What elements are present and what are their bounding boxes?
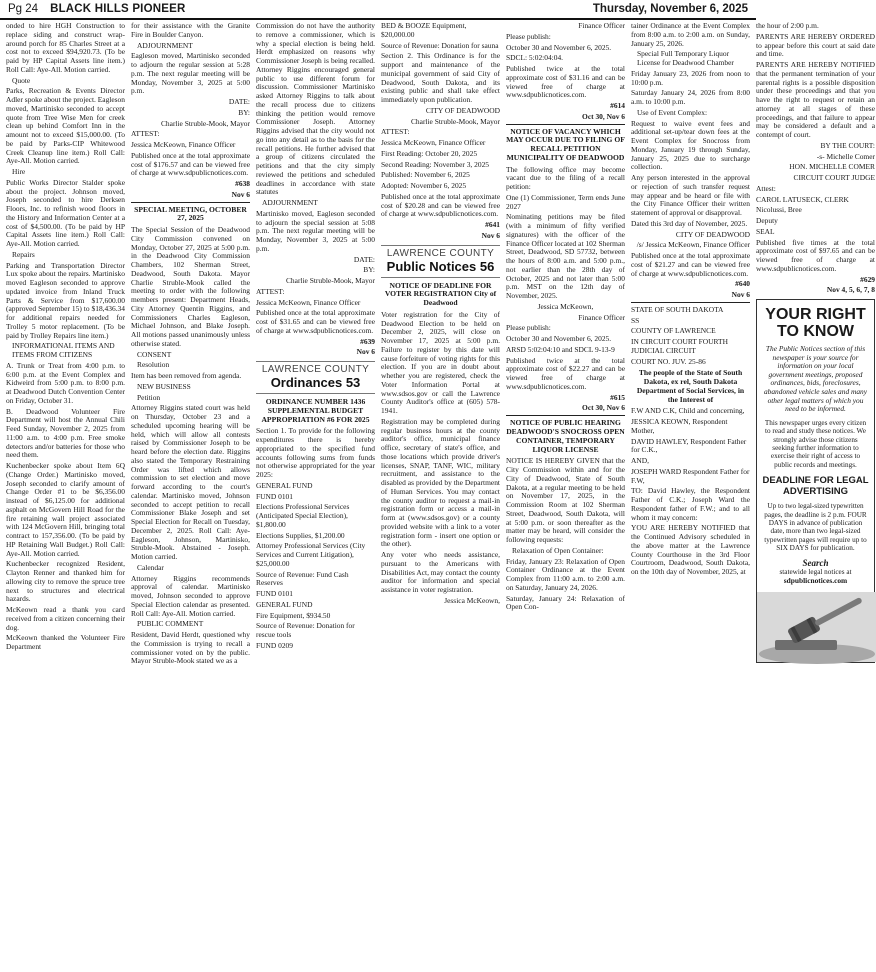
attest-label: ATTEST: bbox=[131, 129, 160, 139]
column-3 bbox=[256, 22, 375, 972]
attest-label: ATTEST: bbox=[256, 286, 285, 296]
fund-line: FUND 0101 bbox=[256, 491, 293, 501]
paragraph: Request to waive event fees and additional set-up/tear down fees at the Event Complex for Snocross from Monday, January 19 through Sunday, January 25, 2025 due to surcharge collection. bbox=[631, 118, 750, 172]
publication-cost: Published once at the total approximate cost of $31.65 and can be viewed free of charge at www.sdpublicnotices.com. bbox=[256, 308, 375, 335]
party-line: AND, bbox=[631, 456, 649, 466]
notice-number: #639 bbox=[360, 336, 375, 346]
subheading: Repairs bbox=[12, 249, 35, 259]
finance-officer: Jessica McKeown, Finance Officer bbox=[381, 138, 486, 147]
clerk-line: Nicolussi, Bree bbox=[756, 205, 802, 215]
party-line: F.W AND C.K, Child and concerning, bbox=[631, 406, 745, 416]
ad-title: YOUR RIGHT TO KNOW bbox=[765, 306, 866, 340]
statute: ARSD 5:02:04:10 and SDCL 9-13-9 bbox=[506, 344, 615, 354]
ad-deadline-title: DEADLINE FOR LEGAL ADVERTISING bbox=[762, 475, 869, 497]
subheading: Resolution bbox=[137, 360, 170, 370]
notice-number: #638 bbox=[235, 179, 250, 188]
paragraph: Nominating petitions may be filed (with a minimum of fifty verified signatures) with the officer of the Finance Officer located at 102 Sherman Street, Deadwood, SD 57732, between the hours of 8:00 a.m. and 5:00 p.m., not earlier than the 28th day of October, 2025 and not later than 5:00 p.m. MST on the 12th day of November, 2025. bbox=[506, 212, 625, 301]
reading-date: Adopted: November 6, 2025 bbox=[381, 181, 467, 190]
subheading: NEW BUSINESS bbox=[137, 381, 191, 391]
party-line: JOSEPH WARD Respondent Father for F.W, bbox=[631, 466, 750, 485]
paragraph: for their assistance with the Granite Fire in Boulder Canyon. bbox=[131, 21, 250, 39]
reading-date: Second Reading: November 3, 2025 bbox=[381, 159, 490, 169]
judge-name: HON. MICHELLE COMER bbox=[789, 162, 875, 172]
court-signature: BY THE COURT: bbox=[820, 140, 875, 150]
banner-label: Public Notices 56 bbox=[386, 258, 495, 274]
notice-number: #614 bbox=[610, 101, 625, 110]
date-line: DATE: bbox=[353, 254, 375, 264]
paragraph: Attorney Riggins stated court was held on Thursday, October 23 and a scheduled upcoming hearing will be held, which will allow all contests raised by Commissioner Joseph to be heard before the election date. Riggins also stated the Temporary Restraining Order was lifted which allows commission to set election and move forward according to the court's calendar. Martinisko moved, Johnson seconded to accept petition to recall Commissioner Blake Joseph and set Special Election for Recall on Tuesday, December 2, 2025. Roll Call: Aye-Eagleson, Johnson, Martinisko, Struble-Mook. Abstained - Joseph. Motion carried. bbox=[131, 403, 250, 562]
publication-cost: Published five times at the total approximate cost of $97.65 and can be viewed free of charge at www.sdpublicnotices.com. bbox=[756, 237, 875, 273]
paragraph: The following office may become vacant due to the filing of a recall petition: bbox=[506, 164, 625, 192]
paragraph: tainer Ordinance at the Event Complex from 8:00 a.m. to 2:00 a.m. on Sunday, January 25, 2026. bbox=[631, 21, 750, 48]
party-line: JESSICA KEOWN, Respondent Mother, bbox=[631, 417, 728, 435]
right-to-know-ad bbox=[756, 299, 875, 663]
finance-officer: Jessica McKeown, Finance Officer bbox=[131, 140, 236, 149]
paragraph: Eagleson moved, Martinisko seconded to adjourn the regular session at 5:28 p.m. The next regular meeting will be Monday, November 3, 2025 at 5:00 p.m. bbox=[131, 51, 250, 96]
city-signature: CITY OF DEADWOOD bbox=[425, 105, 500, 115]
attest-label: ATTEST: bbox=[381, 127, 410, 137]
publish-dates: October 30 and November 6, 2025. bbox=[506, 334, 612, 344]
paragraph: Attorney Riggins recommends approval of calendar. Martinisko moved, Johnson seconded to approve Special Election calendar as presented. Roll Call: Aye-All. Motion carried. bbox=[131, 573, 250, 618]
fund-line: Attorney Professional Services (City Services and Current Litigation), $25,000.00 bbox=[256, 541, 366, 568]
banner-county: LAWRENCE COUNTY bbox=[261, 364, 370, 375]
signature: Finance Officer bbox=[578, 21, 625, 30]
finance-officer: /s/ Jessica McKeown, Finance Officer bbox=[636, 240, 750, 250]
court-caption: COUNTY OF LAWRENCE bbox=[631, 326, 716, 336]
notice-dates: Nov 6 bbox=[356, 347, 375, 357]
clerk-line: Deputy bbox=[756, 216, 778, 225]
signature: Jessica McKeown, bbox=[537, 301, 594, 311]
section-banner bbox=[256, 361, 375, 394]
banner-label: Ordinances 53 bbox=[270, 375, 361, 390]
attest-label: Attest: bbox=[756, 183, 776, 193]
publication-cost: Published twice at the total approximate cost of $31.16 and can be viewed free of charge at www.sdpublicnotices.com. bbox=[506, 64, 625, 100]
ad-intro: The Public Notices section of this newspaper is your source for information on your local government meetings, proposed ordinances, bids, foreclosures, abandoned vehicle sales and many other legal matters of which you need to be informed. bbox=[763, 344, 868, 414]
column-1 bbox=[6, 22, 125, 972]
paragraph: A. Trunk or Treat from 4:00 p.m. to 6:00 p.m. at the Event Complex and Kidweird from 5:00 p.m. to 8:00 p.m. at Deadwood Dutch Convention Center on Friday, October 31. bbox=[6, 360, 125, 405]
ad-search-text: statewide legal notices at bbox=[779, 568, 852, 577]
paragraph: Voter registration for the City of Deadwood Election to be held on December 2, 2025, will close on November 17, 2025 at 5:00 p.m. Failure to register by this date will cause forfeiture of voting rights for this election. If you are in doubt about whether you are registered, check the Voter Information Portal at www.sdsos.gov or call the Lawrence County Auditor's office at (605) 578-1941. bbox=[381, 309, 500, 416]
paragraph: onded to hire HGH Construction to replace siding and construct wrap-around porch for 85 Charles Street at a cost not to exceed $94,920.73. (To be paid by HP Capital Assets line item.) Roll Call: Aye-All. Motion carried. bbox=[6, 21, 125, 74]
ad-search-label: Search bbox=[802, 557, 829, 568]
fund-line: Elections Professional Services (Anticipated Special Election), $1,800.00 bbox=[256, 502, 350, 529]
notice-number: #640 bbox=[735, 279, 750, 289]
notice-title: NOTICE OF DEADLINE FOR VOTER REGISTRATION City of Deadwood bbox=[384, 280, 497, 308]
subheading: CONSENT bbox=[137, 349, 172, 359]
paragraph: Public Works Director Stalder spoke about the project. Johnson moved, Joseph seconded to hire Derksen Floors, Inc. to refinish wood floors in the History and Information Center at a cost of $4,500.00. (To be paid by HP Capital Assets line item.) Roll Call: Aye-All. Motion carried. bbox=[6, 177, 125, 248]
paragraph: Section 2. This Ordinance is for the support and maintenance of the municipal government of said City of Deadwood, South Dakota, and its existing public and shall take effect immediately upon publication. bbox=[381, 51, 500, 104]
signature: Jessica McKeown, bbox=[444, 595, 500, 605]
paragraph: B. Deadwood Volunteer Fire Department will host the Annual Chili Feed Sunday, November 2, 2025 from 11:00 a.m. to 4:00 p.m. Free smoke detectors and/or batteries for those who need them. bbox=[6, 406, 125, 460]
mayor-signature: Charlie Struble-Mook, Mayor bbox=[160, 118, 250, 128]
notice-title: ORDINANCE NUMBER 1436 SUPPLEMENTAL BUDGET APPROPRIATION #6 FOR 2025 bbox=[261, 397, 370, 424]
column-7 bbox=[756, 22, 875, 972]
signature-title: Finance Officer bbox=[578, 312, 625, 322]
paragraph: Parking and Transportation Director Lux spoke about the repairs. Martinisko moved Eagleson seconded to approve updated invoice from Inland Truck Parts & Service from $17,600.00 (approved September 15) to $18,436.34 for additional repairs needed for Trolley 5 motor replacement. (To be paid by Trolley Repairs line item.) bbox=[6, 260, 125, 340]
subheading: PUBLIC COMMENT bbox=[137, 619, 204, 629]
notice-dates: Nov 6 bbox=[731, 290, 750, 299]
reading-date: First Reading: October 20, 2025 bbox=[381, 148, 478, 158]
publish-dates: October 30 and November 6, 2025. bbox=[506, 42, 612, 52]
subheading: Calendar bbox=[137, 562, 164, 572]
paragraph: McKeown read a thank you card received from a citizen concerning their dog. bbox=[6, 605, 125, 632]
divider bbox=[631, 302, 750, 303]
publication-cost: Published once at the total approximate cost of $176.57 and can be viewed free of charge at www.sdpublicnotices.com. bbox=[131, 150, 250, 178]
judge-signature: -s- Michelle Comer bbox=[816, 151, 875, 161]
fund-line: GENERAL FUND bbox=[256, 599, 313, 609]
subheading: ADJOURNMENT bbox=[262, 198, 318, 207]
notice-number: #629 bbox=[860, 274, 875, 284]
publication-cost: Published once at the total approximate cost of $20.28 and can be viewed free of charge at www.sdpublicnotices.com. bbox=[381, 191, 500, 219]
newspaper-name: BLACK HILLS PIONEER bbox=[50, 2, 186, 15]
court-caption: COURT NO. JUV. 25-86 bbox=[631, 356, 706, 366]
clerk-line: CAROL LATUSECK, CLERK bbox=[756, 194, 849, 204]
mayor-signature: Charlie Struble-Mook, Mayor bbox=[285, 276, 375, 285]
paragraph: TO: David Hawley, the Respondent Father of C.K.; Joseph Ward the Respondent father of F.W.; and to all whom it may concern: bbox=[631, 486, 750, 522]
paragraph: Saturday, January 24: Relaxation of Open Con- bbox=[506, 593, 625, 612]
paragraph: Friday, January 23: Relaxation of Open Container Ordinance at the Event Complex from 11:00 a.m. to 2:00 a.m. on Saturday, January 24, 2026. bbox=[506, 556, 625, 592]
ad-deadline-text: Up to two legal-sized typewritten pages, the deadline is 2 p.m. FOUR DAYS in advance of publication date, more than two legal-sized typewritten pages will require up to SIX DAYS for publication. bbox=[764, 502, 867, 553]
paragraph: Parks, Recreation & Events Director Adler spoke about the project. Eagleson moved, Martinisko seconded to accept quote from Tree Wise Men for creek clean up behind Comfort Inn in the amount not to exceed $15,000.00. (To be paid by Parks-CIP Whitewood Creek Cleanup line item.) Roll Call: Aye-All. Motion carried. bbox=[6, 86, 125, 166]
subheading: Use of Event Complex: bbox=[637, 107, 708, 117]
divider bbox=[131, 202, 250, 203]
subheading: ADJOURNMENT bbox=[137, 40, 193, 50]
notice-dates: Nov 6 bbox=[231, 189, 250, 199]
statute: SDCL: 5:02:04:04. bbox=[506, 53, 564, 63]
city-signature: CITY OF DEADWOOD bbox=[675, 229, 750, 239]
paragraph: Friday January 23, 2026 from noon to 10:00 p.m. bbox=[631, 68, 750, 87]
fund-line: Source of Revenue: Donation for sauna bbox=[381, 40, 499, 50]
subheading: Relaxation of Open Container: bbox=[512, 545, 604, 555]
fund-line: Fire Equipment, $934.50 bbox=[256, 610, 331, 620]
column-5 bbox=[506, 22, 625, 972]
paragraph: YOU ARE HEREBY NOTIFIED that the Continued Advisory scheduled in the above matter at the Lawrence County Courthouse in the 3rd Floor Courtroom, Deadwood, South Dakota, on the 10th day of November, 2025, at bbox=[631, 523, 750, 577]
column-2 bbox=[131, 22, 250, 972]
publication-cost: Published twice at the total approximate cost of $22.27 and can be viewed free of charge at www.sdpublicnotices.com. bbox=[506, 355, 625, 391]
notice-number: #641 bbox=[485, 220, 500, 229]
paragraph: Item has been removed from agenda. bbox=[131, 371, 242, 381]
judge-title: CIRCUIT COURT JUDGE bbox=[793, 173, 875, 182]
notice-number: #615 bbox=[610, 392, 625, 402]
notice-title: NOTICE OF PUBLIC HEARING DEADWOOD'S SNOCROSS OPEN CONTAINER, TEMPORARY LIQUOR LICENSE bbox=[506, 418, 625, 454]
paragraph: the hour of 2:00 p.m. bbox=[756, 21, 819, 30]
paragraph: Saturday January 24, 2026 from 8:00 a.m. to 10:00 p.m. bbox=[631, 88, 750, 106]
publish-label: Please publish: bbox=[506, 31, 551, 41]
notice-columns bbox=[0, 20, 875, 972]
subheading: Hire bbox=[12, 167, 26, 176]
paragraph: NOTICE IS HEREBY GIVEN that the City Commission within and for the City of Deadwood, State of South Dakota, at a regular meeting to be held on November 17, 2025, in the Commission Room at 102 Sherman Street, Deadwood, South Dakota, will at 5:00 p.m. or soon thereafter as the matter may be heard, will consider the following requests: bbox=[506, 456, 625, 545]
date-line: DATE: bbox=[228, 97, 250, 106]
column-6 bbox=[631, 22, 750, 972]
page-number: Pg 24 bbox=[8, 2, 39, 15]
banner-county: LAWRENCE COUNTY bbox=[386, 247, 495, 259]
paragraph: Martinisko moved, Eagleson seconded to adjourn the special session at 5:08 p.m. The next regular meeting will be Monday, November 3, 2025 at 5:00 p.m. bbox=[256, 208, 375, 253]
finance-officer: Jessica McKeown, Finance Officer bbox=[256, 297, 361, 307]
court-caption: IN CIRCUIT COURT FOURTH JUDICIAL CIRCUIT bbox=[631, 337, 728, 355]
by-line: BY: bbox=[363, 265, 375, 275]
publication-cost: Published once at the total approximate cost of $21.27 and can be viewed free of charge at www.sdpublicnotices.com. bbox=[631, 251, 750, 278]
seal-label: SEAL bbox=[756, 226, 775, 236]
paragraph: Kuchenbecker recognized Resident, Clayton Renner and thanked him for allowing city to remove the spruce tree next to structures and electrical hazards. bbox=[6, 559, 125, 604]
notice-dates: Oct 30, Nov 6 bbox=[582, 111, 625, 121]
fund-line: Source of Revenue: Fund Cash Reserves bbox=[256, 569, 349, 588]
publish-label: Please publish: bbox=[506, 323, 551, 333]
fund-line: FUND 0209 bbox=[256, 640, 293, 650]
fund-line: FUND 0101 bbox=[256, 589, 293, 599]
case-title: The people of the State of South Dakota, ex rel, South Dakota Department of Social Services, in the Interest of bbox=[636, 368, 745, 404]
divider bbox=[506, 415, 625, 416]
ad-website-link[interactable]: sdpublicnotices.com bbox=[783, 575, 848, 585]
paragraph: Registration may be completed during regular business hours at the county auditor's office, municipal finance office, secretary of state's office, and those locations which provide driver's licenses, SNAP, TANF, WIC, military recruitment, and assistance to the disabled as provided by the Department of Human Services. You may contact the county auditor to request a mail-in registration form or access a mail-in form at (www.sdsos.gov) or a county provided website with a link to a voter registration form - insert one option or the other). bbox=[381, 416, 500, 549]
notice-dates: Nov 4, 5, 6, 7, 8 bbox=[826, 285, 875, 295]
paragraph: Any voter who needs assistance, pursuant to the Americans with Disabilities Act, may contact the county auditor for information and special assistance in voter registration. bbox=[381, 550, 500, 595]
subheading: Quote bbox=[12, 75, 31, 85]
party-line: DAVID HAWLEY, Respondent Father for C.K., bbox=[631, 436, 747, 455]
court-caption: STATE OF SOUTH DAKOTA bbox=[631, 304, 724, 314]
by-line: BY: bbox=[238, 107, 250, 117]
notice-title: NOTICE OF VACANCY WHICH MAY OCCUR DUE TO FILING OF RECALL PETITION MUNICIPALITY OF DEADWOOD bbox=[506, 126, 625, 162]
section-banner bbox=[381, 245, 500, 278]
paragraph: One (1) Commissioner, Term ends June 2027 bbox=[506, 192, 625, 211]
fund-line: GENERAL FUND bbox=[256, 480, 313, 490]
column-4 bbox=[381, 22, 500, 972]
subheading: Petition bbox=[137, 392, 161, 402]
paragraph: Kuchenbecker spoke about Item 6Q (Change Order.) Martinisko moved, Joseph seconded to clarify amount of Change Order #1 to be $6,356.00 instead of $6,125.00 for additional asphalt on McGovern Hill Road for the fire retaining wall project associated with 124 McGovern Hill, bringing total contract to 157,356.00. (To be paid by HP Retaining Wall Budget.) Roll Call: Aye-All. Motion carried. bbox=[6, 461, 125, 558]
paragraph: Dated this 3rd day of November, 2025. bbox=[631, 218, 748, 228]
notice-dates: Oct 30, Nov 6 bbox=[582, 403, 625, 413]
court-caption: SS bbox=[631, 315, 640, 325]
subheading: INFORMATIONAL ITEMS AND ITEMS FROM CITIZENS bbox=[12, 341, 115, 359]
paragraph: Commission do not have the authority to remove a commissioner, which is why a special election is being held. Herdt emphasized on reasons why Commissioner Joseph is being recalled. Attorney Riggins encouraged general public to use different forum for discussion. Commissioner Martinisko asked Attorney Riggins to talk about the recall process due to citizens thinking the petition would remove Commissioner Joseph. Attorney Riggins advised that the city would not go into any detail as to the basis for the recall petitions. He further advised that a group of citizens circulated the petitions and that the city simply reviewed the petitions and scheduled deadlines in accordance with state statutes bbox=[256, 21, 375, 197]
paragraph: The Special Session of the Deadwood City Commission convened on Monday, October 27, 2025 at 5:00 p.m. in the Deadwood City Commission Chambers, 102 Sherman Street, Deadwood, South Dakota. Mayor Charlie Struble-Mook called the meeting to order with the following members present: Department Heads, City Attorney Quentin Riggins, and Commissioners Charles Eagleson, Michael Johnson, and Blake Joseph. All motions passed unanimously unless otherwise stated. bbox=[131, 225, 250, 348]
divider bbox=[506, 124, 625, 125]
fund-line: Source of Revenue: Donation for rescue tools bbox=[256, 621, 355, 640]
fund-line: Elections Supplies, $1,200.00 bbox=[256, 530, 345, 540]
fund-line: BED & BOOZE Equipment, $20,000.00 bbox=[381, 21, 467, 39]
paragraph: PARENTS ARE HEREBY NOTIFIED that the permanent termination of your parental rights is a possible disposition under these proceedings and that you have the right to request or retain an attorney at all stages of these proceedings, and that failure to appear may be considered a default and a contempt of court. bbox=[756, 60, 875, 139]
paragraph: Resident, David Herdt, questioned why the Commission is trying to recall a commissioner voted on by the public. Mayor Struble-Mook stated we as a bbox=[131, 630, 250, 666]
subheading: Special Full Temporary Liquor License for Deadwood Chamber bbox=[637, 49, 734, 67]
gavel-icon bbox=[757, 592, 876, 662]
mayor-signature: Charlie Struble-Mook, Mayor bbox=[410, 116, 500, 126]
issue-date: Thursday, November 6, 2025 bbox=[592, 2, 748, 15]
paragraph: McKeown thanked the Volunteer Fire Department bbox=[6, 633, 125, 651]
notice-title: SPECIAL MEETING, OCTOBER 27, 2025 bbox=[134, 204, 247, 223]
paragraph: Section 1. To provide for the following expenditures there is hereby appropriated to the specified fund accounts following sums from funds not otherwise appropriated for the year 2025: bbox=[256, 426, 375, 480]
reading-date: Published: November 6, 2025 bbox=[381, 170, 470, 180]
paragraph: Any person interested in the approval or rejection of such transfer request may appear and be heard or file with the City Finance Officer their written statement of approval or disapproval. bbox=[631, 173, 750, 217]
paragraph: PARENTS ARE HEREBY ORDERED to appear before this court at said date and time. bbox=[756, 31, 875, 59]
ad-advice: This newspaper urges every citizen to read and study these notices. We strongly advise those citizens seeking further information to exercise their right of access to public records and meetings. bbox=[764, 418, 867, 469]
masthead bbox=[0, 0, 756, 20]
notice-dates: Nov 6 bbox=[481, 230, 500, 240]
